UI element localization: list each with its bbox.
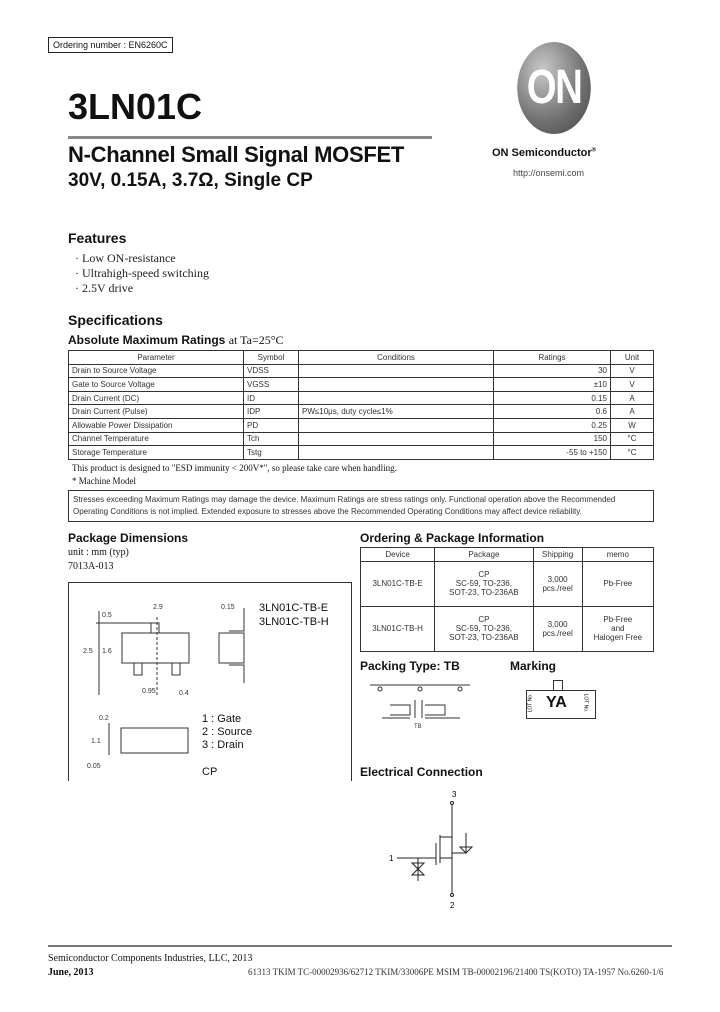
col-header: Symbol	[244, 351, 299, 365]
table-cell: V	[611, 378, 654, 392]
ordering-heading: Ordering & Package Information	[360, 531, 545, 545]
footer-date: June, 2013	[48, 967, 94, 978]
package-heading: Package Dimensions	[68, 531, 189, 545]
logo-text: ON	[526, 61, 582, 114]
pin-drain: 3 : Drain	[202, 739, 244, 751]
dim-label: 0.5	[102, 612, 112, 619]
table-cell: PD	[244, 418, 299, 432]
col-header: Shipping	[533, 548, 582, 562]
brand-name	[492, 147, 596, 159]
brand-reg: ®	[591, 147, 597, 154]
pin-2-label: 2	[450, 901, 455, 910]
packing-label: TB	[414, 724, 422, 730]
dim-label: 0.05	[87, 763, 101, 770]
table-cell	[582, 561, 653, 606]
table-cell: Drain to Source Voltage	[69, 364, 244, 378]
cell-line: Halogen Free	[593, 633, 643, 643]
cell-line: Pb-Free	[603, 615, 633, 625]
table-cell	[299, 446, 494, 460]
table-cell: °C	[611, 446, 654, 460]
table-cell	[299, 364, 494, 378]
table-cell: -55 to +150	[494, 446, 611, 460]
table-cell: VGSS	[244, 378, 299, 392]
packing-heading: Packing Type: TB	[360, 659, 460, 673]
table-header	[69, 351, 654, 365]
pin-gate: 1 : Gate	[202, 713, 242, 725]
table-cell: Allowable Power Dissipation	[69, 418, 244, 432]
electrical-heading: Electrical Connection	[360, 765, 483, 779]
col-header: Conditions	[299, 351, 494, 365]
table-cell: °C	[611, 432, 654, 446]
table-cell	[299, 378, 494, 392]
dim-label: 0.15	[221, 604, 235, 611]
part-label: 3LN01C-TB-H	[259, 616, 329, 628]
dim-label: 2.9	[153, 604, 163, 611]
table-cell: 0.15	[494, 391, 611, 405]
table-cell: Storage Temperature	[69, 446, 244, 460]
amr-heading	[68, 333, 284, 348]
pin-3-label: 3	[452, 790, 457, 799]
col-header: Ratings	[494, 351, 611, 365]
table-cell: VDSS	[244, 364, 299, 378]
table-cell	[435, 606, 533, 651]
features-heading: Features	[68, 230, 127, 246]
cell-line: SOT-23, TO-236AB	[449, 633, 519, 643]
table-row	[69, 418, 654, 432]
cell-line: Pb-Free	[603, 579, 633, 589]
table-cell	[435, 561, 533, 606]
table-cell: Channel Temperature	[69, 432, 244, 446]
table-cell	[533, 561, 582, 606]
table-cell	[299, 391, 494, 405]
cell-line: SOT-23, TO-236AB	[449, 588, 519, 598]
amr-title: Absolute Maximum Ratings	[68, 333, 226, 347]
feature-item: · 2.5V drive	[75, 281, 134, 295]
table-cell: IDP	[244, 405, 299, 419]
table-cell: Tch	[244, 432, 299, 446]
packing-tape-drawing	[370, 680, 480, 730]
footer-copyright: Semiconductor Components Industries, LLC, 2013	[48, 953, 253, 964]
table-cell: 3LN01C-TB-E	[361, 561, 435, 606]
table-row	[69, 432, 654, 446]
table-cell: W	[611, 418, 654, 432]
table-header	[361, 548, 654, 562]
on-logo	[517, 42, 591, 134]
table-cell: V	[611, 364, 654, 378]
table-row	[69, 364, 654, 378]
table-row	[69, 391, 654, 405]
table-cell: Gate to Source Voltage	[69, 378, 244, 392]
table-cell: ID	[244, 391, 299, 405]
amr-condition: at Ta=25°C	[228, 333, 284, 347]
dim-label: 0.95	[142, 688, 156, 695]
table-cell	[299, 432, 494, 446]
package-drawing-box	[68, 582, 352, 781]
table-cell: ±10	[494, 378, 611, 392]
cell-line: SC-59, TO-236,	[455, 579, 512, 589]
pin-source: 2 : Source	[202, 726, 253, 738]
table-row	[361, 561, 654, 606]
part-label: 3LN01C-TB-E	[259, 602, 329, 614]
col-header: memo	[582, 548, 653, 562]
table-row	[69, 405, 654, 419]
package-type: CP	[202, 766, 218, 778]
table-cell: 150	[494, 432, 611, 446]
cell-line: CP	[478, 570, 490, 580]
cell-line: CP	[478, 615, 490, 625]
table-cell: PW≤10μs, duty cycle≤1%	[299, 405, 494, 419]
table-cell: Tstg	[244, 446, 299, 460]
col-header: Unit	[611, 351, 654, 365]
cell-line: pcs./reel	[542, 628, 573, 638]
cell-line: and	[611, 624, 625, 634]
title-rule	[68, 136, 432, 139]
col-header: Parameter	[69, 351, 244, 365]
table-row	[69, 446, 654, 460]
specifications-heading: Specifications	[68, 312, 163, 328]
esd-note: This product is designed to "ESD immunity < 200V*", so please take care when handling.	[72, 463, 397, 473]
mosfet-schematic	[380, 785, 480, 915]
table-row	[69, 378, 654, 392]
table-cell: A	[611, 405, 654, 419]
table-cell: 0.25	[494, 418, 611, 432]
table-cell: 30	[494, 364, 611, 378]
ordering-table	[360, 547, 654, 652]
dim-label: 1.6	[102, 648, 112, 655]
cell-line: 3,000	[547, 574, 568, 584]
lot-left: LOT No.	[527, 693, 534, 713]
table-cell	[582, 606, 653, 651]
stress-warning: Stresses exceeding Maximum Ratings may damage the device. Maximum Ratings are stress ratings only. Functional operation above the Recommended Operating Conditions is not implied. Extended exposure to stresses above the Recommended Operating Conditions may affect device reliability.	[68, 490, 654, 522]
cell-line: SC-59, TO-236,	[455, 624, 512, 634]
brand-url[interactable]: http://onsemi.com	[513, 168, 585, 178]
machine-model-note: * Machine Model	[72, 476, 136, 486]
table-cell	[299, 418, 494, 432]
marking-drawing	[526, 680, 596, 726]
table-cell: Drain Current (Pulse)	[69, 405, 244, 419]
dim-label: 1.1	[91, 738, 101, 745]
amr-table	[68, 350, 654, 460]
table-cell: 0.6	[494, 405, 611, 419]
dim-label: 2.5	[83, 648, 93, 655]
package-code: 7013A-013	[68, 561, 114, 572]
product-title: N-Channel Small Signal MOSFET	[68, 142, 405, 167]
dim-label: 0.2	[99, 715, 109, 722]
col-header: Package	[435, 548, 533, 562]
table-row	[361, 606, 654, 651]
ordering-number: Ordering number : EN6260C	[48, 37, 173, 53]
table-cell: Drain Current (DC)	[69, 391, 244, 405]
product-subtitle: 30V, 0.15A, 3.7Ω, Single CP	[68, 170, 313, 191]
brand-text: ON Semiconductor	[492, 147, 592, 159]
table-cell	[533, 606, 582, 651]
dim-label: 0.4	[179, 690, 189, 697]
feature-item: · Ultrahigh-speed switching	[75, 266, 209, 280]
cell-line: pcs./reel	[542, 583, 573, 593]
pin-1-label: 1	[389, 854, 394, 863]
part-number: 3LN01C	[68, 86, 203, 127]
footer-doc-code: 61313 TKIM TC-00002936/62712 TKIM/33006PE MSIM TB-00002196/21400 TS(KOTO) TA-1957 No.6260-1/6	[248, 967, 664, 977]
feature-text: 2.5V drive	[82, 281, 134, 295]
feature-text: Low ON-resistance	[82, 251, 176, 265]
package-unit: unit : mm (typ)	[68, 547, 129, 558]
marking-code: YA	[546, 694, 567, 711]
lot-right: LOT No.	[582, 693, 589, 713]
feature-text: Ultrahigh-speed switching	[82, 266, 209, 280]
cell-line: 3,000	[547, 619, 568, 629]
features-list	[75, 251, 209, 296]
col-header: Device	[361, 548, 435, 562]
table-cell: A	[611, 391, 654, 405]
footer-rule	[48, 945, 672, 947]
marking-heading: Marking	[510, 659, 557, 673]
feature-item: · Low ON-resistance	[75, 251, 176, 265]
table-cell: 3LN01C-TB-H	[361, 606, 435, 651]
